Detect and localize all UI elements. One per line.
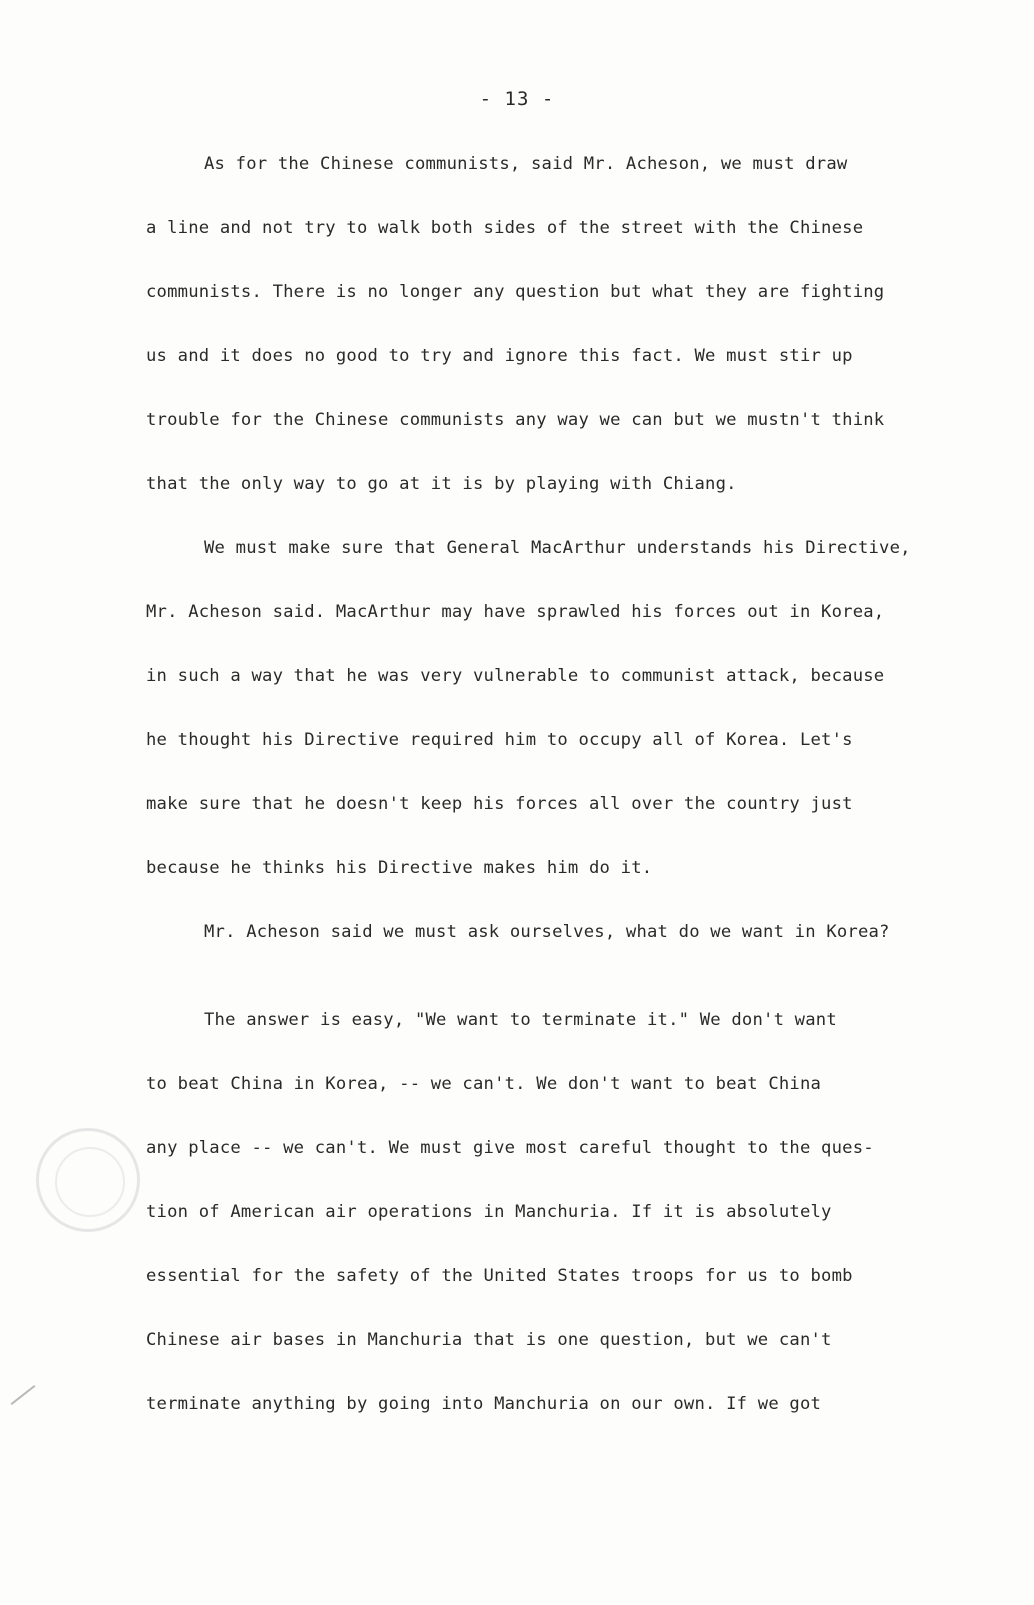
paragraph-gap [146,980,936,1004]
archive-stamp-inner-ring [55,1147,125,1217]
text-line: in such a way that he was very vulnerable to communist attack, because [146,666,885,686]
text-line: terminate anything by going into Manchuria on our own. If we got [146,1394,822,1414]
text-line: because he thinks his Directive makes him do it. [146,858,653,878]
text-line: communists. There is no longer any question but what they are fighting [146,282,885,302]
text-line: that the only way to go at it is by playing with Chiang. [146,474,737,494]
text-line: Mr. Acheson said we must ask ourselves, what do we want in Korea? [204,922,890,942]
text-line: essential for the safety of the United States troops for us to bomb [146,1266,853,1286]
text-line: a line and not try to walk both sides of the street with the Chinese [146,218,864,238]
text-line: The answer is easy, "We want to terminate it." We don't want [204,1010,837,1030]
text-line: make sure that he doesn't keep his forces all over the country just [146,794,853,814]
text-line: us and it does no good to try and ignore this fact. We must stir up [146,346,853,366]
text-line: any place -- we can't. We must give most careful thought to the ques- [146,1138,874,1158]
text-line: trouble for the Chinese communists any way we can but we mustn't think [146,410,885,430]
text-line: he thought his Directive required him to occupy all of Korea. Let's [146,730,853,750]
stray-pen-mark [11,1385,36,1405]
archive-stamp [36,1128,140,1232]
text-line: We must make sure that General MacArthur understands his Directive, [204,538,911,558]
page-number: - 13 - [479,88,555,110]
text-line: As for the Chinese communists, said Mr. Acheson, we must draw [204,154,848,174]
text-line: Chinese air bases in Manchuria that is one question, but we can't [146,1330,832,1350]
body-text [146,148,936,1452]
text-line: to beat China in Korea, -- we can't. We don't want to beat China [146,1074,822,1094]
text-line: tion of American air operations in Manchuria. If it is absolutely [146,1202,832,1222]
text-line: Mr. Acheson said. MacArthur may have sprawled his forces out in Korea, [146,602,885,622]
